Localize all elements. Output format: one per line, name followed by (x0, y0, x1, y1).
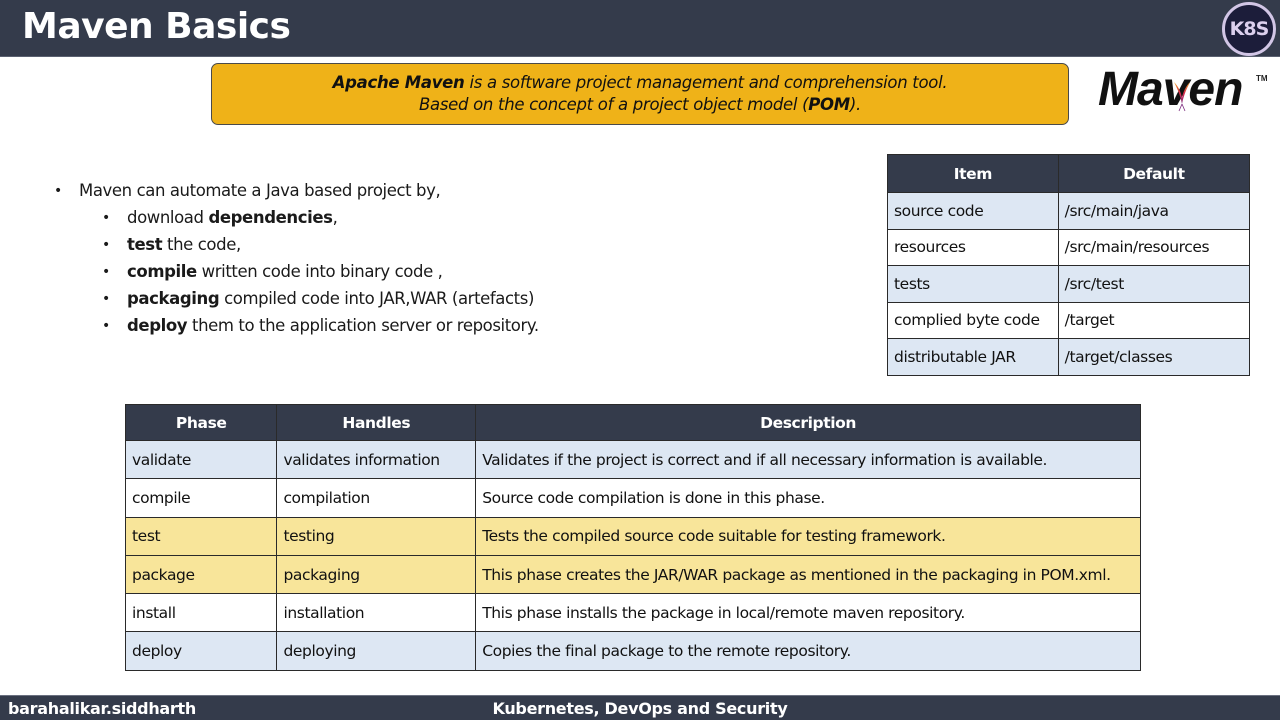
default-directories-table (887, 154, 1250, 376)
callout-text: ). (849, 95, 861, 114)
bullet-text-post: written code into binary code , (196, 262, 443, 281)
footer-course-title: Kubernetes, DevOps and Security (492, 699, 788, 718)
cell-description: This phase creates the JAR/WAR package as mentioned in the packaging in POM.xml. (476, 555, 1141, 593)
table-row (888, 302, 1250, 339)
cell-description: Copies the final package to the remote repository. (476, 632, 1141, 670)
cell-item: source code (888, 193, 1059, 230)
definition-callout (211, 63, 1069, 125)
bullet-keyword: compile (127, 262, 197, 281)
cell-handles: packaging (277, 555, 476, 593)
table-row (888, 229, 1250, 266)
bullet-icon: • (102, 237, 110, 253)
table-row (126, 441, 1141, 479)
cell-phase: test (126, 517, 277, 555)
callout-pom: POM (808, 95, 850, 114)
k8s-logo: K8S (1222, 2, 1276, 56)
bullet-icon: • (102, 318, 110, 334)
apache-feather-icon (1171, 80, 1193, 112)
table-header-row (888, 155, 1250, 193)
bullet-icon: • (54, 183, 62, 199)
bullet-text (127, 287, 534, 311)
bullet-text (127, 314, 539, 338)
cell-description: Validates if the project is correct and if all necessary information is available. (476, 441, 1141, 479)
cell-description: This phase installs the package in local/remote maven repository. (476, 594, 1141, 632)
header-bar (0, 0, 1280, 57)
callout-line-2 (212, 94, 1068, 116)
bullet-keyword: dependencies (208, 208, 333, 227)
cell-default: /src/main/java (1058, 193, 1249, 230)
table-row (888, 266, 1250, 303)
cell-handles: installation (277, 594, 476, 632)
bullet-icon: • (102, 210, 110, 226)
column-header-handles: Handles (277, 405, 476, 441)
column-header-phase: Phase (126, 405, 277, 441)
table-row (126, 479, 1141, 517)
cell-phase: package (126, 555, 277, 593)
column-header-description: Description (476, 405, 1141, 441)
bullet-icon: • (102, 264, 110, 280)
footer-bar (0, 695, 1280, 720)
cell-phase: deploy (126, 632, 277, 670)
cell-default: /src/test (1058, 266, 1249, 303)
bullet-keyword: packaging (127, 289, 220, 308)
cell-item: distributable JAR (888, 339, 1059, 376)
table-row (888, 193, 1250, 230)
cell-item: complied byte code (888, 302, 1059, 339)
bullet-text-post: the code, (162, 235, 241, 254)
cell-item: resources (888, 229, 1059, 266)
table-row (126, 632, 1141, 670)
bullet-text-pre: download (127, 208, 209, 227)
lifecycle-phases-table (125, 404, 1141, 671)
cell-description: Tests the compiled source code suitable for testing framework. (476, 517, 1141, 555)
cell-handles: deploying (277, 632, 476, 670)
bullet-keyword: test (127, 235, 163, 254)
cell-default: /target (1058, 302, 1249, 339)
cell-default: /src/main/resources (1058, 229, 1249, 266)
cell-phase: validate (126, 441, 277, 479)
table-header-row (126, 405, 1141, 441)
table-row (126, 517, 1141, 555)
maven-logo-text: Maven (1098, 63, 1243, 116)
callout-term: Apache Maven (332, 73, 465, 92)
footer-author: barahalikar.siddharth (8, 699, 196, 718)
bullet-keyword: deploy (127, 316, 188, 335)
cell-item: tests (888, 266, 1059, 303)
cell-phase: install (126, 594, 277, 632)
bullet-text-post: compiled code into JAR,WAR (artefacts) (219, 289, 534, 308)
bullet-text-post: them to the application server or repository. (187, 316, 539, 335)
callout-text: is a software project management and comprehension tool. (464, 73, 948, 92)
cell-default: /target/classes (1058, 339, 1249, 376)
page-title: Maven Basics (22, 6, 291, 47)
trademark-mark: TM (1256, 74, 1268, 83)
callout-line-1 (212, 72, 1068, 94)
bullet-text-post: , (332, 208, 338, 227)
table-row (126, 555, 1141, 593)
maven-logo (1098, 62, 1268, 118)
cell-phase: compile (126, 479, 277, 517)
cell-handles: testing (277, 517, 476, 555)
bullet-text (127, 260, 443, 284)
column-header-item: Item (888, 155, 1059, 193)
bullet-text (127, 233, 241, 257)
cell-description: Source code compilation is done in this phase. (476, 479, 1141, 517)
bullet-icon: • (102, 291, 110, 307)
cell-handles: validates information (277, 441, 476, 479)
table-row (888, 339, 1250, 376)
bullet-text: Maven can automate a Java based project by, (79, 181, 441, 200)
table-row (126, 594, 1141, 632)
callout-text: Based on the concept of a project object model ( (419, 95, 809, 114)
bullet-text (127, 206, 337, 230)
cell-handles: compilation (277, 479, 476, 517)
column-header-default: Default (1058, 155, 1249, 193)
